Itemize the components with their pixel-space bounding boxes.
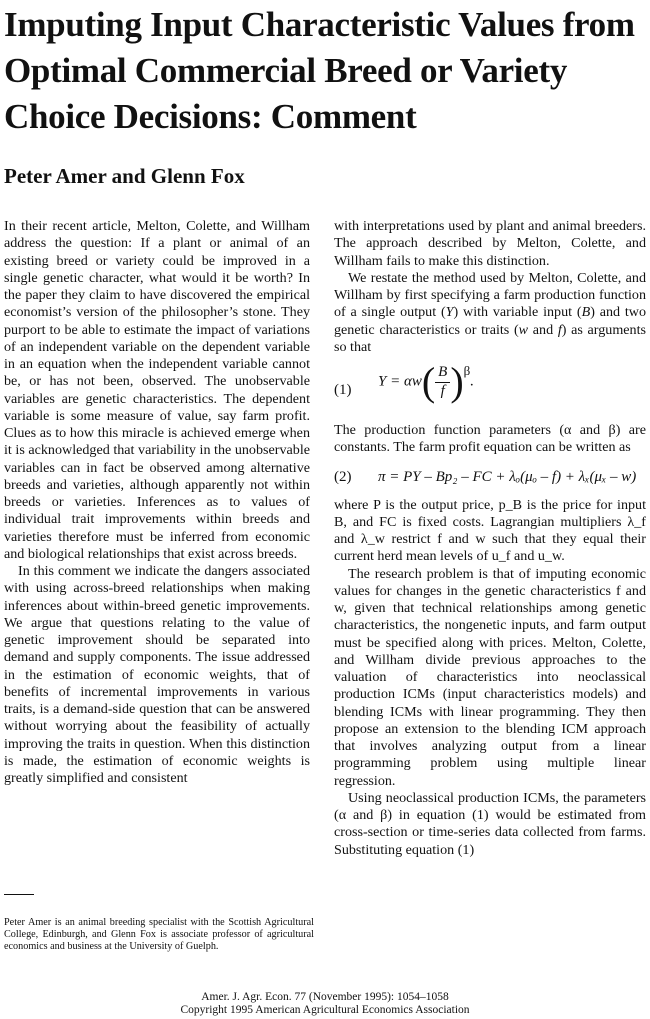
right-column xyxy=(334,218,646,859)
footnote-rule xyxy=(4,894,34,895)
equation-period: . xyxy=(470,373,475,390)
text-run: ) and two genetic characteristics or traits ( xyxy=(334,304,647,338)
equation-lhs: Y = αw xyxy=(378,373,422,390)
paragraph: In their recent article, Melton, Colette, and Willham address the question: If a plant or animal of an existing breed or variety could be improved in a single genetic character, what would it be worth? In the paper they claim to have discovered the empirical economist’s version of the philosopher’s stone. They purport to be able to estimate the impact of variations of an independent variable on the dependent variable in an equation when the independent variable cannot be, or has not been, observed. The unobservable variables are genetic characteristics. The dependent variable is some measure of value, say farm profit. Clues as to how this miracle is achieved emerge when it is acknowledged that variability in the unobservable variables can in fact be observed among alternative breeds and varieties, although apparently not within breeds or varieties. Inferences as to values of individual trait improvements within breeds and varieties therefore must be inferred from economic and biological relationships that exist across breeds. xyxy=(4,218,310,562)
paragraph: The research problem is that of imputing economic values for changes in the genetic characteristics f and w, given that technical relationships among genetic characteristics, the nongenetic inputs, and farm output must be specified along with prices. Melton, Colette, and Willham divide previous approaches to the valuation of characteristics into neoclassical production ICMs (input characteristics models) and blending ICMs with linear programming. They then propose an extension to the blending ICM approach that involves analyzing output from a linear programming problem using multiple linear regression. xyxy=(334,565,646,789)
text-run: f xyxy=(557,321,562,338)
text-run: ) as arguments so that xyxy=(334,321,646,355)
paragraph: where P is the output price, p_B is the price for input B, and FC is fixed costs. Lagrangian multipliers λ_f and λ_w restrict f and w such that they equal their current herd mean levels of u_f and u_w. xyxy=(334,496,646,565)
text-run: ) with variable input ( xyxy=(453,304,582,321)
equation-1 xyxy=(334,356,646,422)
equation-number: (1) xyxy=(334,382,352,398)
paragraph: The production function parameters (α and β) are constants. The farm profit equation can be written as xyxy=(334,422,646,456)
authors: Peter Amer and Glenn Fox xyxy=(4,164,245,188)
author-footnote: Peter Amer is an animal breeding specialist with the Scottish Agricultural College, Edinburgh, and Glenn Fox is associate professor of agricultural economics and business at the University of Guelph. xyxy=(4,917,314,953)
left-paren-icon: ( xyxy=(421,359,436,404)
text-run: Y xyxy=(445,304,454,321)
journal-citation xyxy=(0,991,650,1017)
right-paren-icon: ) xyxy=(450,359,464,404)
text-run: We restate the method used by Melton, Colette, and Willham by first specifying a farm production function of a single output ( xyxy=(334,269,646,321)
equation-number: (2) xyxy=(334,468,352,485)
text-run: B xyxy=(581,304,591,321)
exponent: β xyxy=(463,363,471,378)
paragraph xyxy=(334,270,646,356)
paragraph: In this comment we indicate the dangers associated with using across-breed relationships when making inferences about within-breed genetic improvements. We argue that questions relating to the value of genetic improvement should be separated into demand and supply components. The issue addressed in the estimation of economic weights, that of benefits of incremental improvements in various traits, is a demand-side question that can be answered without worrying about the feasibility of actually improving the traits in question. When this distinction is made, the estimation of economic weights is greatly simplified and consistent xyxy=(4,563,310,786)
fraction xyxy=(435,364,450,400)
citation-line: Amer. J. Agr. Econ. 77 (November 1995): 1054–1058 xyxy=(201,991,449,1003)
text-run: and xyxy=(528,321,558,338)
paragraph: Using neoclassical production ICMs, the parameters (α and β) in equation (1) would be estimated from cross-section or time-series data collected from farms. Substituting equation (1) xyxy=(334,789,646,858)
text-run: w xyxy=(518,321,529,338)
copyright-line: Copyright 1995 American Agricultural Economics Association xyxy=(180,1004,470,1016)
equation-2 xyxy=(334,457,646,497)
denominator: f xyxy=(440,382,445,399)
equation-body: π = PY – Bp₂ – FC + λₒ(μₒ – f) + λₓ(μₓ – w) xyxy=(378,468,637,485)
article-title: Imputing Input Characteristic Values from Optimal Commercial Breed or Variety Choice Decisions: Comment xyxy=(4,5,635,136)
equation-body xyxy=(378,359,475,404)
paragraph: with interpretations used by plant and animal breeders. The approach described by Melton, Colette, and Willham fails to make this distinction. xyxy=(334,218,646,269)
left-column xyxy=(4,218,310,787)
numerator: B xyxy=(435,364,450,382)
